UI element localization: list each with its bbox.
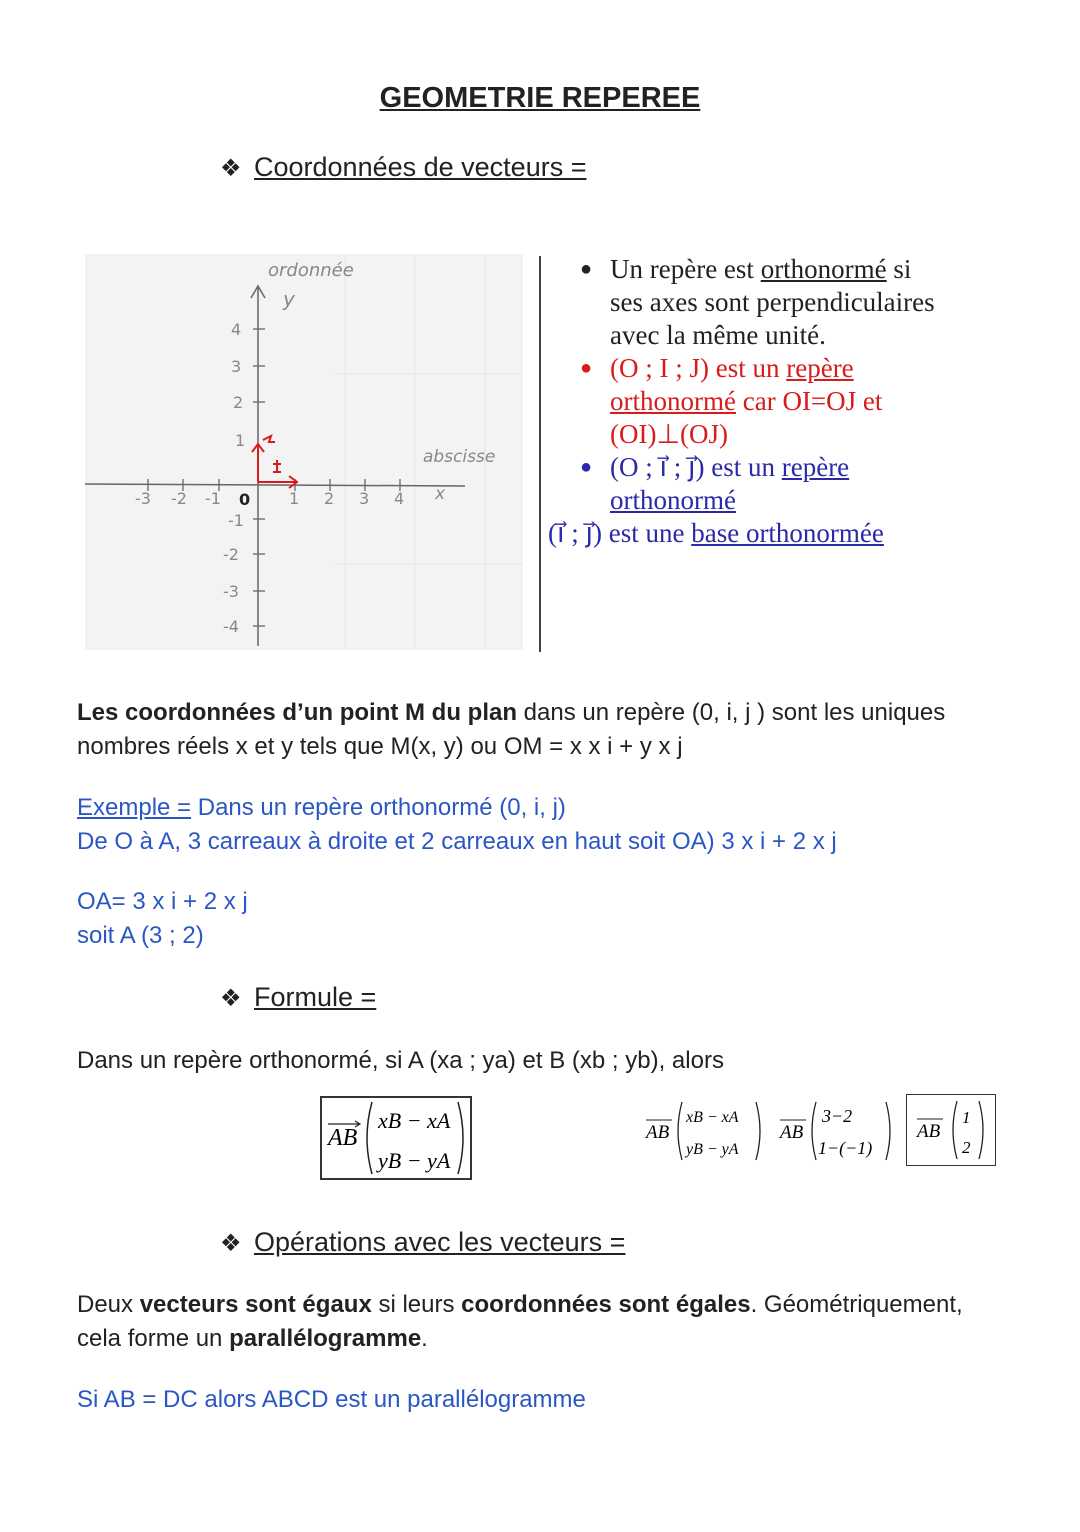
y-axis-label: y [283,287,295,311]
y-tick-label: -4 [223,617,239,636]
example-block: Exemple = Dans un repère orthonormé (0, i, j) De O à A, 3 carreaux à droite et 2 carreaux en haut soit OA) 3 x i + 2 x j OA= 3 x i + 2 x j soit A (3 ; 2) [77,794,837,949]
y-tick-label: 2 [233,393,244,412]
section-operations: ❖ Opérations avec les vecteurs = [220,1227,626,1257]
operations-paragraph: Deux vecteurs sont égaux si leurs coordonnées sont égales. Géométriquement, cela forme un parallélogramme. [77,1291,963,1352]
y-tick-label: 4 [231,320,242,339]
axes-figure [85,254,523,650]
svg-text:AB: AB [328,1125,358,1151]
x-axis-label: x [435,484,446,504]
x-tick-label: -3 [135,489,151,508]
x-tick-label: -2 [171,489,187,508]
repere-notes: ● Un repère est orthonormé si ses axes sont perpendiculaires avec la même unité. ● (O ; I ; J) est un repère orthonormé car OI=OJ et (OI)⊥(OJ) ● (O ; i⃗ ; j⃗) est un repère orthonormé (i⃗ ; j⃗) est une base orthonormée [548,254,935,548]
x-axis [85,484,465,486]
section-formule: ❖ Formule = [220,982,377,1012]
x-tick-label: 2 [324,489,335,508]
svg-text:yB − yA: yB − yA [686,1141,739,1158]
svg-text:1−(−1): 1−(−1) [818,1138,873,1158]
diamond-bullet-icon: ❖ [220,1230,242,1257]
svg-text:xB − xA: xB − xA [686,1109,739,1126]
bullet-icon: ● [580,258,593,280]
formula-generic [644,1098,764,1164]
svg-text:AB: AB [780,1122,804,1143]
column-divider [539,256,541,652]
definition-paragraph: Les coordonnées d’un point M du plan dans un repère (0, i, j ) sont les uniques nombres réels x et y tels que M(x, y) ou OM = x x i + y x j [77,699,946,760]
formula-intro: Dans un repère orthonormé, si A (xa ; ya) et B (xb ; yb), alors [77,1047,724,1074]
coordinate-graph [85,254,523,650]
parallelogram-rule: Si AB = DC alors ABCD est un parallélogramme [77,1386,586,1413]
x-tick-label: 4 [394,489,405,508]
svg-text:AB: AB [646,1122,670,1143]
page-title: GEOMETRIE REPEREE [379,82,701,114]
svg-text:yB − yA: yB − yA [378,1148,451,1173]
svg-text:2: 2 [962,1138,971,1157]
diamond-bullet-icon: ❖ [220,155,242,182]
formula-result-box [906,1094,996,1166]
x-tick-label: -1 [205,489,221,508]
x-tick-label: 1 [289,489,300,508]
svg-text:xB − xA: xB − xA [378,1108,451,1133]
y-tick-label: -2 [223,545,239,564]
origin-label: 0 [239,490,251,509]
formula-box-main [320,1096,472,1180]
section-coordonnees: ❖ Coordonnées de vecteurs = [220,152,587,182]
y-tick-label: 1 [235,431,246,450]
formula-numeric [778,1098,898,1164]
bullet-icon: ● [580,357,593,379]
y-tick-label: -3 [223,582,239,601]
svg-text:AB: AB [917,1121,941,1142]
x-tick-label: 3 [359,489,370,508]
diamond-bullet-icon: ❖ [220,985,242,1012]
abscisse-label: abscisse [423,447,496,467]
svg-text:3−2: 3−2 [822,1106,853,1126]
svg-text:1: 1 [962,1108,971,1127]
bullet-icon: ● [580,456,593,478]
y-tick-label: -1 [228,511,244,530]
ordonnee-label: ordonnée [268,260,354,281]
y-tick-label: 3 [231,357,242,376]
